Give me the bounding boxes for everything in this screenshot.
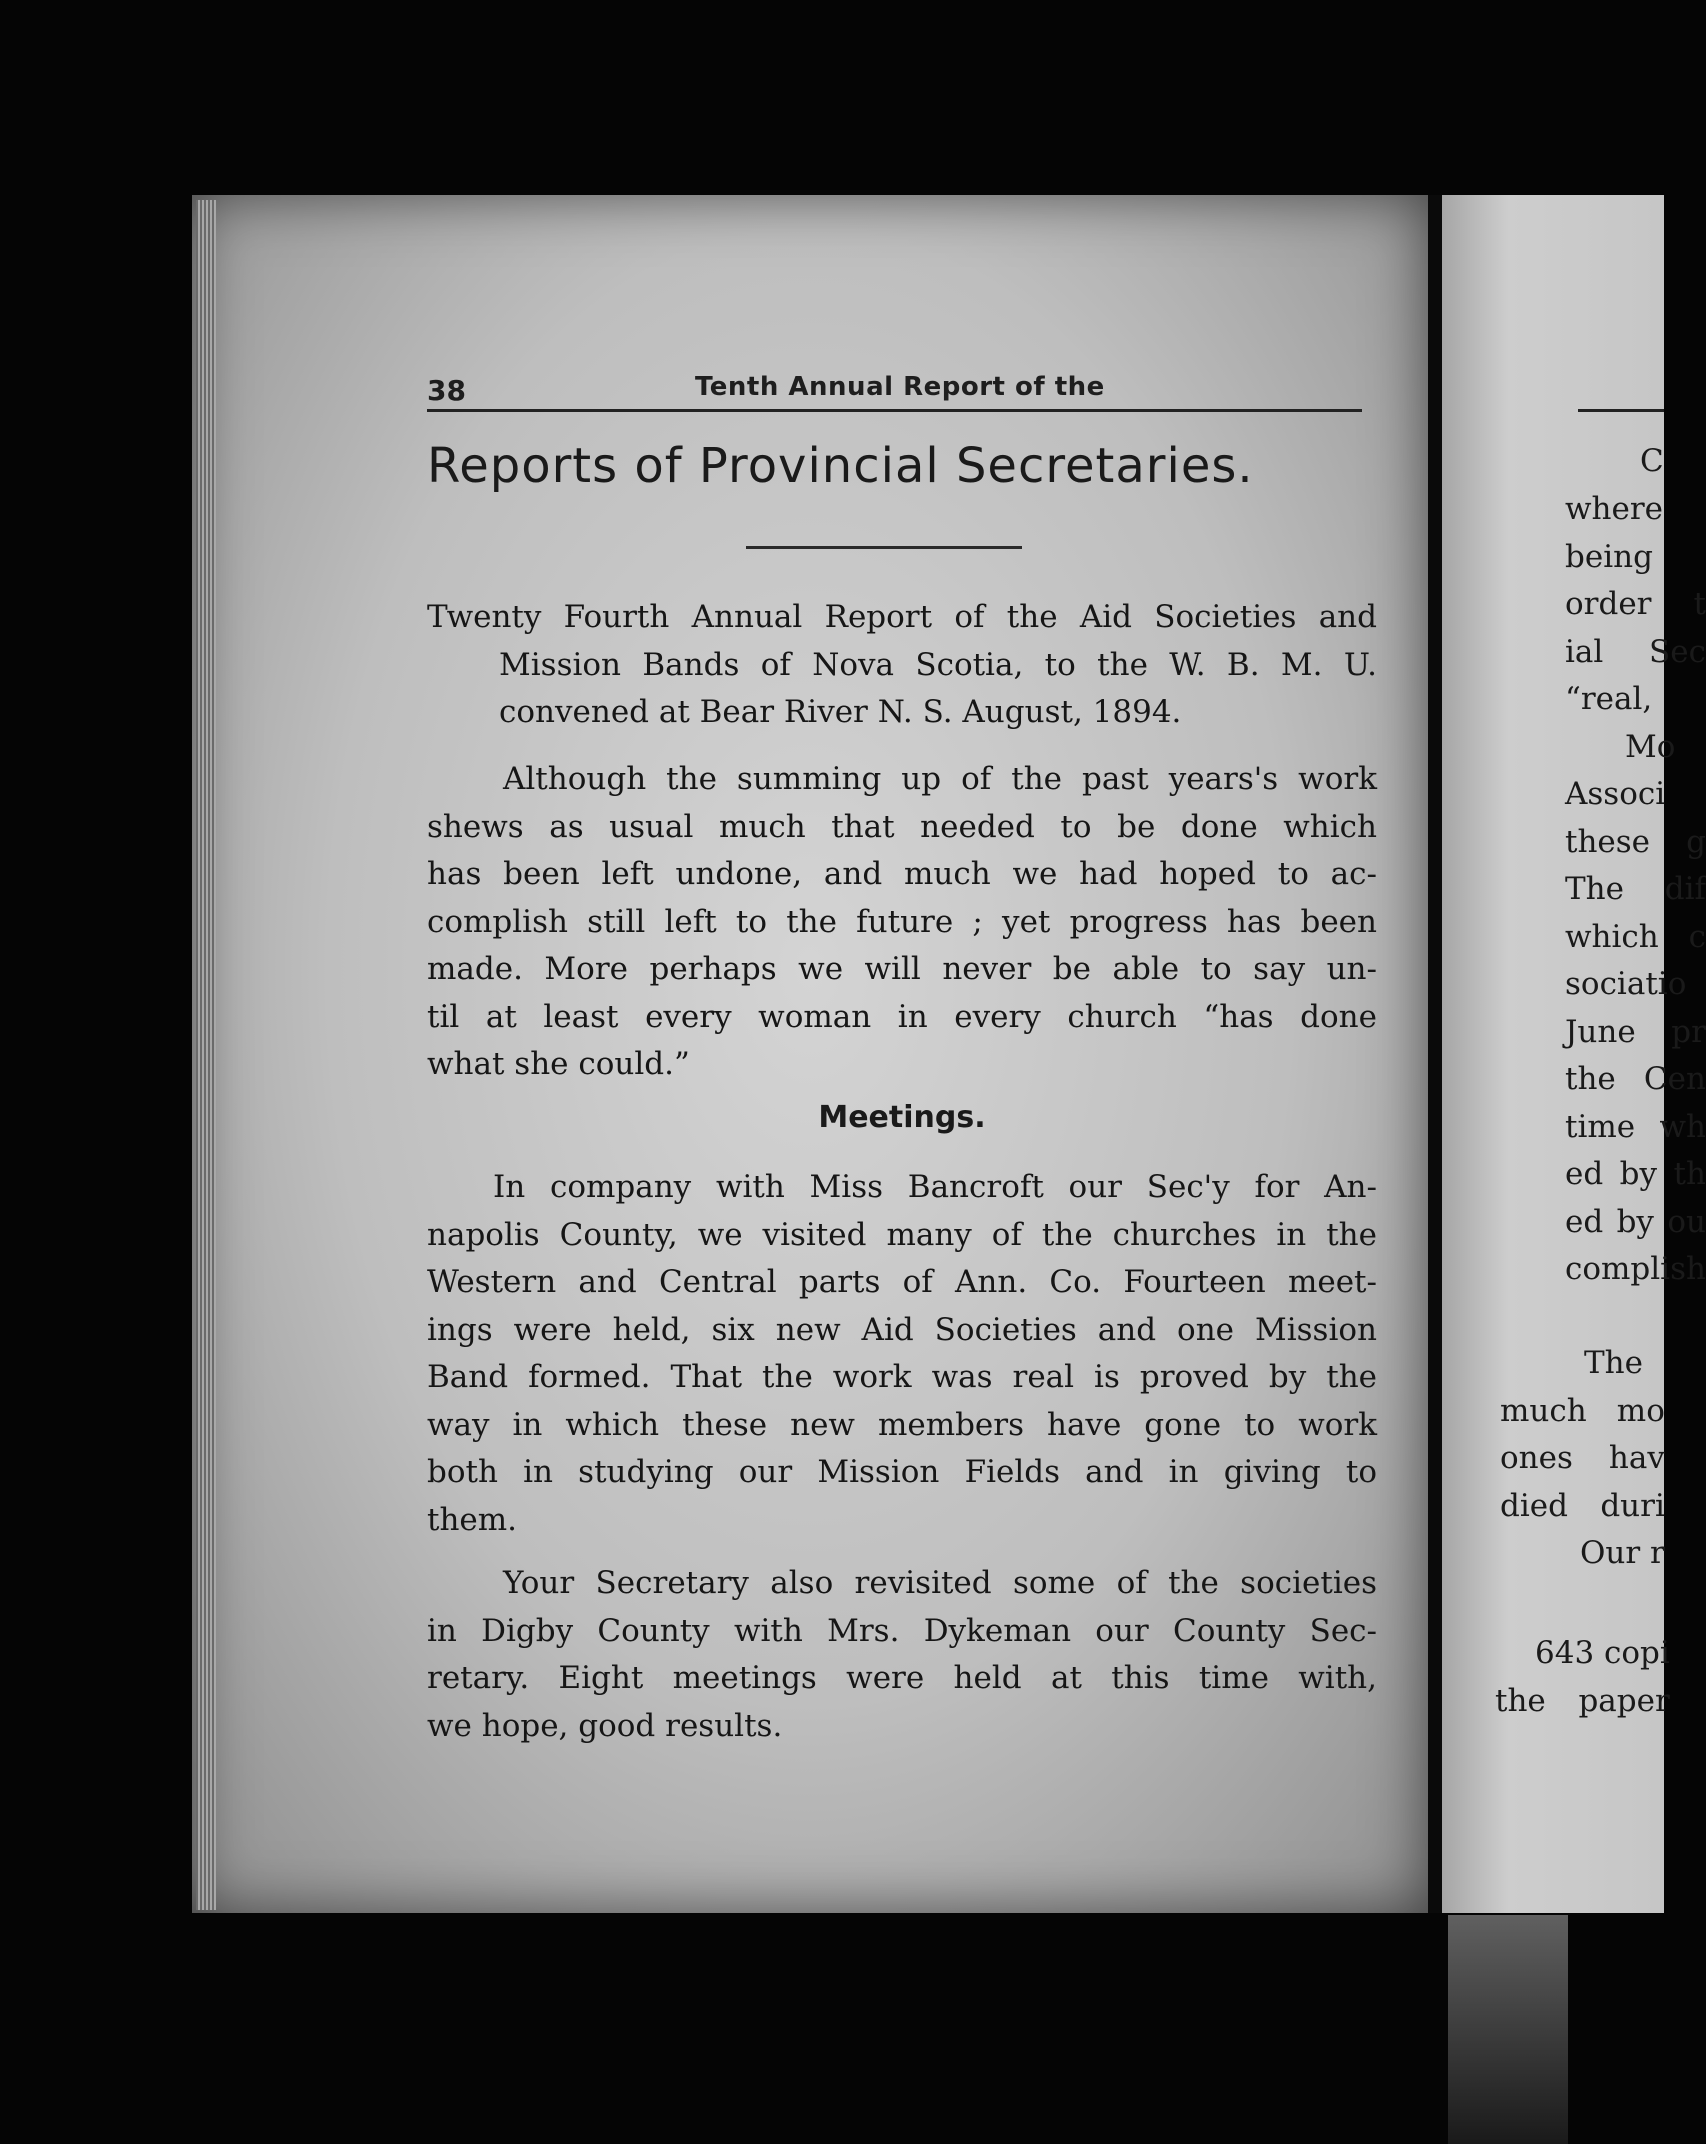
text-line: complish bbox=[1565, 1251, 1706, 1287]
text-line: Associ bbox=[1565, 776, 1666, 812]
text-line: these g bbox=[1565, 823, 1706, 860]
text-line: where bbox=[1565, 491, 1664, 527]
text-line: napolis County, we visited many of the churches in the bbox=[427, 1216, 1377, 1253]
paragraph-1 bbox=[427, 756, 1377, 1089]
text-line: order t bbox=[1565, 586, 1706, 622]
header-rule bbox=[427, 409, 1362, 412]
text-line: ed by th bbox=[1565, 1156, 1706, 1192]
text-line: Although the summing up of the past years's work bbox=[503, 761, 1377, 797]
text-line: Band formed. That the work was real is proved by the bbox=[427, 1359, 1377, 1395]
text-line: Our r bbox=[1580, 1535, 1665, 1571]
text-line: being bbox=[1565, 538, 1653, 575]
text-line: shews as usual much that needed to be done which bbox=[427, 808, 1377, 845]
paragraph-2 bbox=[427, 1164, 1377, 1544]
text-line: C bbox=[1640, 443, 1664, 479]
text-line: which c bbox=[1565, 918, 1706, 955]
right-page-fragment-block-1 bbox=[1565, 486, 1706, 1294]
text-line: ings were held, six new Aid Societies and one Mission bbox=[427, 1311, 1377, 1348]
text-line: in Digby County with Mrs. Dykeman our County Sec- bbox=[427, 1612, 1377, 1649]
text-line: June pr bbox=[1565, 1013, 1706, 1050]
text-line: them. bbox=[427, 1501, 518, 1538]
page-number: 38 bbox=[427, 374, 466, 407]
text-line: Mission Bands of Nova Scotia, to the W. B. M. U. bbox=[499, 646, 1377, 683]
text-line: Mo bbox=[1625, 728, 1676, 765]
text-line: much mo bbox=[1500, 1392, 1665, 1429]
paragraph-3 bbox=[427, 1560, 1377, 1750]
right-page-rule bbox=[1578, 409, 1664, 412]
page-tab bbox=[1448, 1915, 1568, 2144]
text-line: what she could.” bbox=[427, 1046, 690, 1082]
text-line: ial Sec bbox=[1565, 633, 1706, 670]
text-line: Twenty Fourth Annual Report of the Aid Societies and bbox=[427, 599, 1377, 635]
text-line: Western and Central parts of Ann. Co. Fourteen meet- bbox=[427, 1264, 1377, 1300]
text-line: the Cen bbox=[1565, 1061, 1706, 1097]
right-page-fragment bbox=[1640, 438, 1664, 486]
right-page-fragment-block-3 bbox=[1495, 1630, 1670, 1725]
text-line: The bbox=[1584, 1345, 1643, 1381]
section-title: Reports of Provincial Secretaries. bbox=[427, 438, 1254, 494]
text-line: made. More perhaps we will never be able to say un- bbox=[427, 951, 1377, 987]
text-line: sociatio bbox=[1565, 966, 1687, 1002]
book-gutter bbox=[1428, 195, 1442, 1913]
text-line: The dif bbox=[1565, 871, 1706, 907]
text-line: 643 copi bbox=[1535, 1635, 1670, 1671]
text-line: ones hav bbox=[1500, 1440, 1665, 1476]
text-line: “real, bbox=[1565, 681, 1653, 717]
text-line: til at least every woman in every church “has done bbox=[427, 998, 1377, 1035]
text-line: died duri bbox=[1500, 1487, 1665, 1524]
running-head bbox=[427, 370, 1362, 414]
text-line: complish still left to the future ; yet progress has been bbox=[427, 903, 1377, 940]
page-edges bbox=[196, 200, 216, 1910]
intro-paragraph bbox=[427, 594, 1377, 737]
text-line: Your Secretary also revisited some of the societies bbox=[503, 1565, 1377, 1601]
text-line: retary. Eight meetings were held at this time with, bbox=[427, 1660, 1377, 1696]
text-line: way in which these new members have gone to work bbox=[427, 1406, 1377, 1443]
text-line: we hope, good results. bbox=[427, 1707, 783, 1744]
text-line: the paper bbox=[1495, 1682, 1670, 1719]
right-page-fragment-block-2 bbox=[1500, 1340, 1665, 1578]
title-rule bbox=[746, 546, 1022, 549]
meetings-heading: Meetings. bbox=[818, 1100, 986, 1135]
text-line: both in studying our Mission Fields and in giving to bbox=[427, 1454, 1377, 1490]
text-line: has been left undone, and much we had hoped to ac- bbox=[427, 856, 1377, 892]
running-title: Tenth Annual Report of the bbox=[695, 372, 1105, 402]
text-line: convened at Bear River N. S. August, 1894. bbox=[499, 694, 1182, 730]
text-line: In company with Miss Bancroft our Sec'y for An- bbox=[493, 1169, 1377, 1205]
text-line: time wh bbox=[1565, 1108, 1706, 1145]
text-line: ed by ou bbox=[1565, 1203, 1706, 1240]
